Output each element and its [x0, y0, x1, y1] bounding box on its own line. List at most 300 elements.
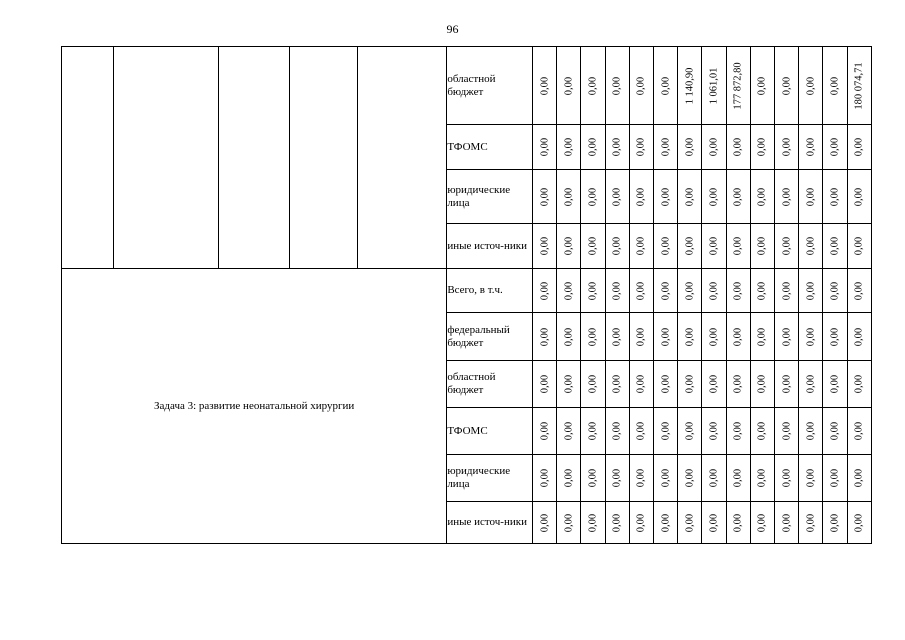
value-text: 0,00	[732, 187, 744, 206]
value-text: 0,00	[829, 236, 841, 256]
value-text: 0,00	[684, 513, 696, 532]
value-text: 0,00	[708, 236, 720, 256]
value-cell	[581, 47, 605, 125]
value-text: 0,00	[756, 468, 768, 488]
value-text: 0,00	[829, 187, 841, 206]
value-text: 0,00	[684, 187, 696, 206]
value-text: 0,00	[781, 281, 793, 300]
value-cell	[581, 313, 605, 361]
value-text: 0,00	[829, 421, 841, 441]
value-text: 0,00	[781, 187, 793, 206]
value-cell	[557, 125, 581, 170]
empty-col-4	[289, 47, 357, 269]
value-cell	[726, 408, 750, 455]
value-text: 0,00	[563, 187, 575, 206]
value-cell	[581, 455, 605, 502]
value-text: 0,00	[829, 281, 841, 300]
value-text: 0,00	[829, 137, 841, 157]
value-cell	[557, 269, 581, 313]
value-cell	[750, 170, 774, 224]
value-cell	[581, 361, 605, 408]
value-text: 0,00	[853, 236, 865, 256]
value-cell	[750, 408, 774, 455]
value-cell	[799, 313, 823, 361]
value-text: 0,00	[539, 76, 551, 95]
value-cell	[847, 224, 871, 269]
value-text: 0,00	[684, 374, 696, 394]
value-text: 0,00	[635, 137, 647, 157]
value-cell	[605, 408, 629, 455]
value-text: 0,00	[781, 374, 793, 394]
value-text: 0,00	[732, 421, 744, 441]
value-cell	[847, 125, 871, 170]
value-cell	[702, 125, 726, 170]
value-text: 0,00	[563, 137, 575, 157]
value-cell	[726, 361, 750, 408]
value-cell	[605, 125, 629, 170]
value-text: 0,00	[539, 236, 551, 256]
value-text: 0,00	[829, 468, 841, 488]
value-cell	[799, 502, 823, 544]
value-cell	[605, 170, 629, 224]
value-text: 0,00	[660, 137, 672, 157]
value-text: 0,00	[756, 513, 768, 532]
value-text: 0,00	[756, 137, 768, 157]
value-cell	[678, 313, 702, 361]
value-text: 0,00	[635, 374, 647, 394]
value-text: 0,00	[829, 374, 841, 394]
value-text: 0,00	[829, 76, 841, 95]
value-text: 0,00	[805, 374, 817, 394]
value-text: 0,00	[805, 468, 817, 488]
value-cell	[799, 361, 823, 408]
value-text: 0,00	[781, 236, 793, 256]
value-cell	[678, 361, 702, 408]
value-text: 0,00	[756, 281, 768, 300]
value-text: 0,00	[563, 468, 575, 488]
value-cell	[533, 47, 557, 125]
value-cell	[726, 47, 750, 125]
value-text: 0,00	[805, 187, 817, 206]
value-cell	[847, 455, 871, 502]
value-cell	[533, 408, 557, 455]
value-cell	[581, 502, 605, 544]
value-text: 0,00	[611, 281, 623, 300]
value-text: 0,00	[635, 468, 647, 488]
value-cell	[581, 125, 605, 170]
value-text: 0,00	[635, 236, 647, 256]
value-cell	[799, 455, 823, 502]
value-cell	[678, 408, 702, 455]
value-cell	[750, 313, 774, 361]
value-cell	[726, 224, 750, 269]
value-cell	[678, 269, 702, 313]
value-cell	[654, 170, 678, 224]
value-text: 0,00	[708, 187, 720, 206]
value-text: 0,00	[660, 236, 672, 256]
value-text: 0,00	[563, 236, 575, 256]
value-cell	[557, 361, 581, 408]
value-cell	[750, 361, 774, 408]
value-cell	[799, 408, 823, 455]
value-cell	[605, 502, 629, 544]
value-cell	[557, 455, 581, 502]
value-text: 0,00	[781, 327, 793, 346]
value-text: 0,00	[732, 374, 744, 394]
value-cell	[557, 47, 581, 125]
funding-source-label: областной бюджет	[447, 361, 533, 408]
value-cell	[702, 502, 726, 544]
empty-col-2	[114, 47, 219, 269]
value-text: 0,00	[587, 421, 599, 441]
value-cell	[823, 125, 847, 170]
value-text: 0,00	[587, 513, 599, 532]
value-text: 0,00	[684, 421, 696, 441]
value-cell	[775, 361, 799, 408]
value-cell	[654, 455, 678, 502]
value-cell	[581, 269, 605, 313]
value-cell	[533, 313, 557, 361]
value-cell	[533, 125, 557, 170]
value-text: 0,00	[635, 187, 647, 206]
value-text: 0,00	[853, 137, 865, 157]
value-cell	[823, 313, 847, 361]
value-text: 0,00	[756, 421, 768, 441]
value-cell	[750, 224, 774, 269]
value-cell	[605, 47, 629, 125]
value-cell	[581, 408, 605, 455]
value-text: 0,00	[660, 76, 672, 95]
value-cell	[847, 269, 871, 313]
value-text: 0,00	[635, 327, 647, 346]
value-cell	[654, 47, 678, 125]
value-text: 177 872,80	[732, 61, 744, 110]
value-cell	[823, 502, 847, 544]
value-cell	[533, 455, 557, 502]
value-text: 0,00	[539, 137, 551, 157]
value-cell	[847, 502, 871, 544]
value-cell	[799, 269, 823, 313]
value-text: 0,00	[756, 374, 768, 394]
value-text: 0,00	[611, 513, 623, 532]
value-cell	[605, 269, 629, 313]
value-cell	[799, 47, 823, 125]
value-text: 0,00	[539, 513, 551, 532]
value-text: 0,00	[732, 513, 744, 532]
value-cell	[654, 269, 678, 313]
value-text: 0,00	[853, 281, 865, 300]
value-text: 0,00	[708, 468, 720, 488]
value-text: 0,00	[611, 421, 623, 441]
value-cell	[557, 313, 581, 361]
value-cell	[702, 47, 726, 125]
funding-source-label: федеральный бюджет	[447, 313, 533, 361]
value-cell	[605, 313, 629, 361]
value-cell	[775, 313, 799, 361]
value-text: 0,00	[563, 421, 575, 441]
value-cell	[654, 408, 678, 455]
value-cell	[629, 408, 653, 455]
value-cell	[750, 47, 774, 125]
value-text: 0,00	[781, 137, 793, 157]
value-text: 0,00	[539, 187, 551, 206]
value-cell	[629, 224, 653, 269]
value-cell	[702, 269, 726, 313]
value-text: 0,00	[635, 281, 647, 300]
value-text: 0,00	[587, 76, 599, 95]
value-cell	[557, 224, 581, 269]
value-text: 180 074,71	[853, 61, 865, 110]
value-cell	[847, 170, 871, 224]
value-text: 0,00	[587, 327, 599, 346]
value-text: 0,00	[660, 513, 672, 532]
value-text: 0,00	[805, 421, 817, 441]
value-text: 0,00	[587, 137, 599, 157]
table-row	[62, 269, 872, 313]
value-cell	[678, 224, 702, 269]
value-cell	[702, 455, 726, 502]
value-cell	[678, 455, 702, 502]
funding-source-label: иные источ-ники	[447, 224, 533, 269]
value-text: 0,00	[611, 137, 623, 157]
value-cell	[847, 408, 871, 455]
value-text: 0,00	[611, 374, 623, 394]
value-cell	[654, 313, 678, 361]
value-text: 0,00	[563, 374, 575, 394]
value-cell	[581, 224, 605, 269]
value-cell	[726, 313, 750, 361]
value-cell	[726, 170, 750, 224]
value-text: 0,00	[853, 327, 865, 346]
value-cell	[654, 125, 678, 170]
value-cell	[823, 455, 847, 502]
value-text: 0,00	[587, 281, 599, 300]
value-text: 0,00	[853, 187, 865, 206]
value-cell	[678, 170, 702, 224]
value-cell	[533, 502, 557, 544]
value-cell	[847, 313, 871, 361]
value-text: 0,00	[563, 513, 575, 532]
value-cell	[654, 361, 678, 408]
value-text: 0,00	[660, 468, 672, 488]
value-cell	[750, 502, 774, 544]
value-text: 0,00	[805, 513, 817, 532]
value-text: 0,00	[732, 137, 744, 157]
value-cell	[750, 125, 774, 170]
value-text: 0,00	[805, 236, 817, 256]
value-text: 0,00	[781, 76, 793, 95]
value-text: 0,00	[539, 468, 551, 488]
value-cell	[557, 408, 581, 455]
value-text: 0,00	[708, 327, 720, 346]
funding-source-label: ТФОМС	[447, 125, 533, 170]
value-text: 0,00	[611, 327, 623, 346]
value-cell	[702, 408, 726, 455]
value-cell	[629, 269, 653, 313]
funding-source-label: ТФОМС	[447, 408, 533, 455]
funding-source-label: областной бюджет	[447, 47, 533, 125]
value-cell	[629, 170, 653, 224]
table-row	[62, 47, 872, 125]
funding-source-label: юридические лица	[447, 455, 533, 502]
value-cell	[750, 269, 774, 313]
value-cell	[726, 502, 750, 544]
value-text: 0,00	[660, 187, 672, 206]
value-text: 0,00	[563, 281, 575, 300]
value-text: 0,00	[611, 468, 623, 488]
value-cell	[557, 502, 581, 544]
value-text: 0,00	[563, 327, 575, 346]
value-cell	[823, 224, 847, 269]
value-cell	[533, 170, 557, 224]
value-cell	[799, 170, 823, 224]
value-text: 0,00	[829, 513, 841, 532]
value-cell	[775, 224, 799, 269]
value-text: 0,00	[781, 468, 793, 488]
value-text: 0,00	[611, 187, 623, 206]
value-cell	[629, 502, 653, 544]
value-text: 0,00	[684, 281, 696, 300]
value-text: 0,00	[684, 468, 696, 488]
value-cell	[605, 361, 629, 408]
value-cell	[823, 269, 847, 313]
value-cell	[775, 269, 799, 313]
value-cell	[557, 170, 581, 224]
value-cell	[775, 502, 799, 544]
value-cell	[629, 313, 653, 361]
value-text: 0,00	[563, 76, 575, 95]
value-cell	[726, 125, 750, 170]
value-text: 0,00	[853, 421, 865, 441]
task-title: Задача 3: развитие неонатальной хирургии	[62, 269, 447, 544]
value-text: 0,00	[684, 137, 696, 157]
value-cell	[678, 125, 702, 170]
value-cell	[629, 455, 653, 502]
page-number: 96	[446, 22, 459, 36]
value-text: 0,00	[805, 137, 817, 157]
value-text: 0,00	[732, 327, 744, 346]
value-cell	[629, 125, 653, 170]
value-cell	[654, 502, 678, 544]
budget-table	[61, 46, 872, 544]
value-text: 0,00	[660, 327, 672, 346]
value-text: 0,00	[708, 281, 720, 300]
value-text: 0,00	[635, 76, 647, 95]
value-text: 0,00	[756, 187, 768, 206]
value-text: 0,00	[805, 281, 817, 300]
value-text: 0,00	[829, 327, 841, 346]
value-text: 0,00	[587, 468, 599, 488]
value-cell	[750, 455, 774, 502]
value-text: 0,00	[684, 327, 696, 346]
value-text: 0,00	[539, 327, 551, 346]
value-cell	[823, 47, 847, 125]
value-text: 0,00	[611, 76, 623, 95]
value-cell	[581, 170, 605, 224]
value-text: 0,00	[635, 513, 647, 532]
value-text: 0,00	[732, 236, 744, 256]
value-cell	[629, 47, 653, 125]
value-text: 0,00	[587, 236, 599, 256]
value-text: 0,00	[539, 281, 551, 300]
value-text: 0,00	[853, 513, 865, 532]
value-text: 0,00	[853, 468, 865, 488]
value-cell	[702, 170, 726, 224]
value-cell	[799, 224, 823, 269]
value-text: 0,00	[708, 374, 720, 394]
value-text: 1 140,90	[684, 67, 696, 104]
value-text: 0,00	[660, 281, 672, 300]
value-text: 0,00	[708, 421, 720, 441]
funding-source-label: юридические лица	[447, 170, 533, 224]
value-cell	[823, 361, 847, 408]
value-cell	[605, 455, 629, 502]
value-text: 0,00	[805, 327, 817, 346]
value-text: 0,00	[660, 374, 672, 394]
funding-source-label: Всего, в т.ч.	[447, 269, 533, 313]
value-cell	[654, 224, 678, 269]
value-text: 0,00	[781, 513, 793, 532]
value-cell	[629, 361, 653, 408]
value-cell	[775, 455, 799, 502]
value-cell	[533, 224, 557, 269]
value-text: 0,00	[587, 374, 599, 394]
value-text: 0,00	[539, 374, 551, 394]
value-cell	[847, 361, 871, 408]
value-text: 0,00	[708, 513, 720, 532]
value-text: 0,00	[805, 76, 817, 95]
value-cell	[702, 224, 726, 269]
value-cell	[702, 313, 726, 361]
value-cell	[678, 47, 702, 125]
value-text: 0,00	[611, 236, 623, 256]
value-text: 0,00	[732, 281, 744, 300]
empty-col-1	[62, 47, 114, 269]
value-text: 0,00	[587, 187, 599, 206]
funding-source-label: иные источ-ники	[447, 502, 533, 544]
value-text: 0,00	[708, 137, 720, 157]
value-text: 0,00	[660, 421, 672, 441]
value-cell	[775, 170, 799, 224]
value-text: 0,00	[539, 421, 551, 441]
value-cell	[605, 224, 629, 269]
value-text: 0,00	[756, 76, 768, 95]
value-cell	[799, 125, 823, 170]
value-text: 1 061,01	[708, 67, 720, 104]
value-cell	[823, 170, 847, 224]
value-text: 0,00	[756, 327, 768, 346]
empty-col-3	[219, 47, 290, 269]
value-cell	[678, 502, 702, 544]
value-cell	[775, 125, 799, 170]
value-text: 0,00	[635, 421, 647, 441]
value-cell	[702, 361, 726, 408]
value-cell	[533, 361, 557, 408]
value-text: 0,00	[781, 421, 793, 441]
value-cell	[775, 47, 799, 125]
value-text: 0,00	[756, 236, 768, 256]
empty-col-5	[357, 47, 447, 269]
value-text: 0,00	[732, 468, 744, 488]
value-cell	[847, 47, 871, 125]
value-cell	[533, 269, 557, 313]
value-cell	[726, 269, 750, 313]
value-cell	[775, 408, 799, 455]
value-cell	[823, 408, 847, 455]
value-text: 0,00	[684, 236, 696, 256]
value-text: 0,00	[853, 374, 865, 394]
value-cell	[726, 455, 750, 502]
